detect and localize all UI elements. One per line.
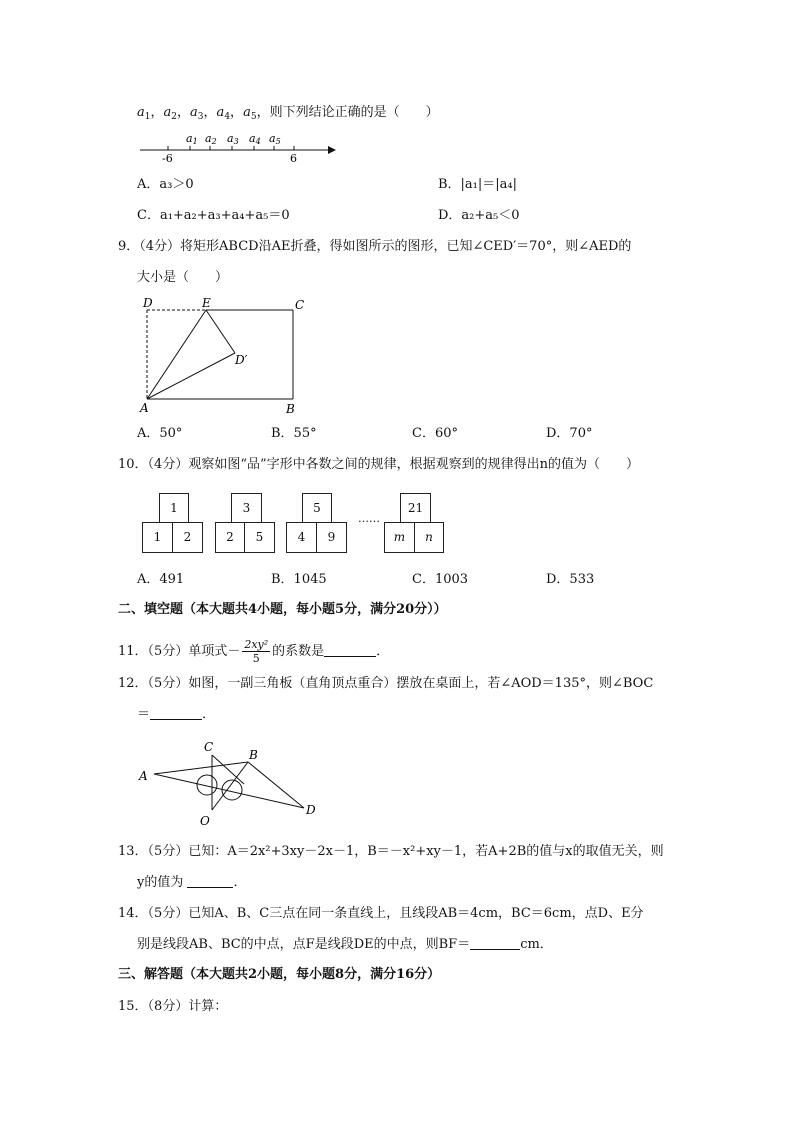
q9-option-b: B．55° — [271, 426, 317, 441]
q12-line1: 12．（5分）如图，一副三角板（直角顶点重合）摆放在桌面上，若∠AOD＝135°，则∠BOC — [118, 676, 654, 691]
q8-option-c: C．a₁+a₂+a₃+a₄+a₅＝0 — [137, 208, 290, 223]
svg-text:B: B — [286, 402, 295, 416]
q13-answer-blank — [187, 875, 233, 888]
q8-option-d: D．a₂+a₅＜0 — [438, 208, 520, 223]
q10-option-d: D．533 — [546, 572, 595, 587]
nl-left-tick: -6 — [162, 152, 173, 165]
svg-text:A: A — [139, 769, 148, 783]
q8-number-line — [138, 128, 338, 166]
q10-ellipsis: …… — [358, 512, 380, 525]
q14-line1: 14．（5分）已知A、B、C三点在同一条直线上，且线段AB＝4cm，BC＝6cm，点D、E分 — [118, 906, 644, 921]
svg-text:D: D — [143, 296, 153, 310]
q10-option-b: B．1045 — [271, 572, 327, 587]
svg-text:C: C — [204, 740, 214, 754]
q14-line2: 别是线段AB、BC的中点，点F是线段DE的中点，则BF＝ cm． — [137, 937, 553, 952]
section2-heading: 二、填空题（本大题共4小题，每小题5分，满分20分）） — [118, 602, 447, 617]
svg-text:C: C — [295, 298, 305, 312]
svg-text:E: E — [202, 296, 211, 310]
q9-figure — [138, 295, 318, 417]
q9-option-c: C．60° — [412, 426, 458, 441]
q12-line2: ＝ ． — [137, 707, 216, 722]
q9-line2: 大小是（ ） — [137, 270, 229, 285]
svg-text:a1: a1 — [186, 132, 198, 146]
nl-right-tick: 6 — [290, 152, 297, 165]
q8-option-a: A．a₃＞0 — [137, 177, 194, 192]
section3-heading: 三、解答题（本大题共2小题，每小题8分，满分16分） — [118, 967, 441, 982]
q9-option-d: D．70° — [546, 426, 593, 441]
q13-line1: 13．（5分）已知：A＝2x²+3xy－2x－1，B＝－x²+xy－1，若A+2B的值与x的取值无关，则 — [118, 844, 664, 859]
q9-option-a: A．50° — [137, 426, 183, 441]
q13-line2: y的值为 ． — [137, 875, 247, 890]
svg-text:a2: a2 — [205, 132, 217, 146]
q8-stem: $a_1$，$a_2$，$a_3$，$a_4$，$a_5$，则下列结论正确的是（ ） — [137, 105, 439, 122]
q12-answer-blank — [150, 707, 202, 720]
q10-option-a: A．491 — [137, 572, 185, 587]
q10-option-c: C．1003 — [412, 572, 469, 587]
q11-text: 11．（5分）单项式－ $\frac{\text{2xy²}}{5}$ 的系数是 ． — [118, 638, 390, 665]
svg-text:a3: a3 — [227, 132, 239, 146]
q8-option-b: B．|a₁|＝|a₄| — [438, 177, 517, 192]
q10-text: 10．（4分）观察如图“品”字形中各数之间的规律，根据观察到的规律得出n的值为（ ） — [118, 457, 639, 472]
svg-text:D: D — [306, 803, 316, 817]
svg-text:a5: a5 — [269, 132, 281, 146]
q9-line1: 9．（4分）将矩形ABCD沿AE折叠，得如图所示的图形，已知∠CED′＝70°，则∠AED的 — [118, 239, 632, 254]
svg-text:a4: a4 — [249, 132, 261, 146]
q12-figure — [136, 738, 322, 830]
q15-text: 15．（8分）计算： — [118, 999, 228, 1014]
svg-text:B: B — [249, 748, 258, 762]
svg-text:O: O — [200, 814, 210, 828]
q14-answer-blank — [470, 937, 520, 950]
svg-text:D′: D′ — [235, 353, 248, 367]
svg-text:A: A — [140, 401, 149, 415]
q11-answer-blank — [324, 644, 376, 657]
